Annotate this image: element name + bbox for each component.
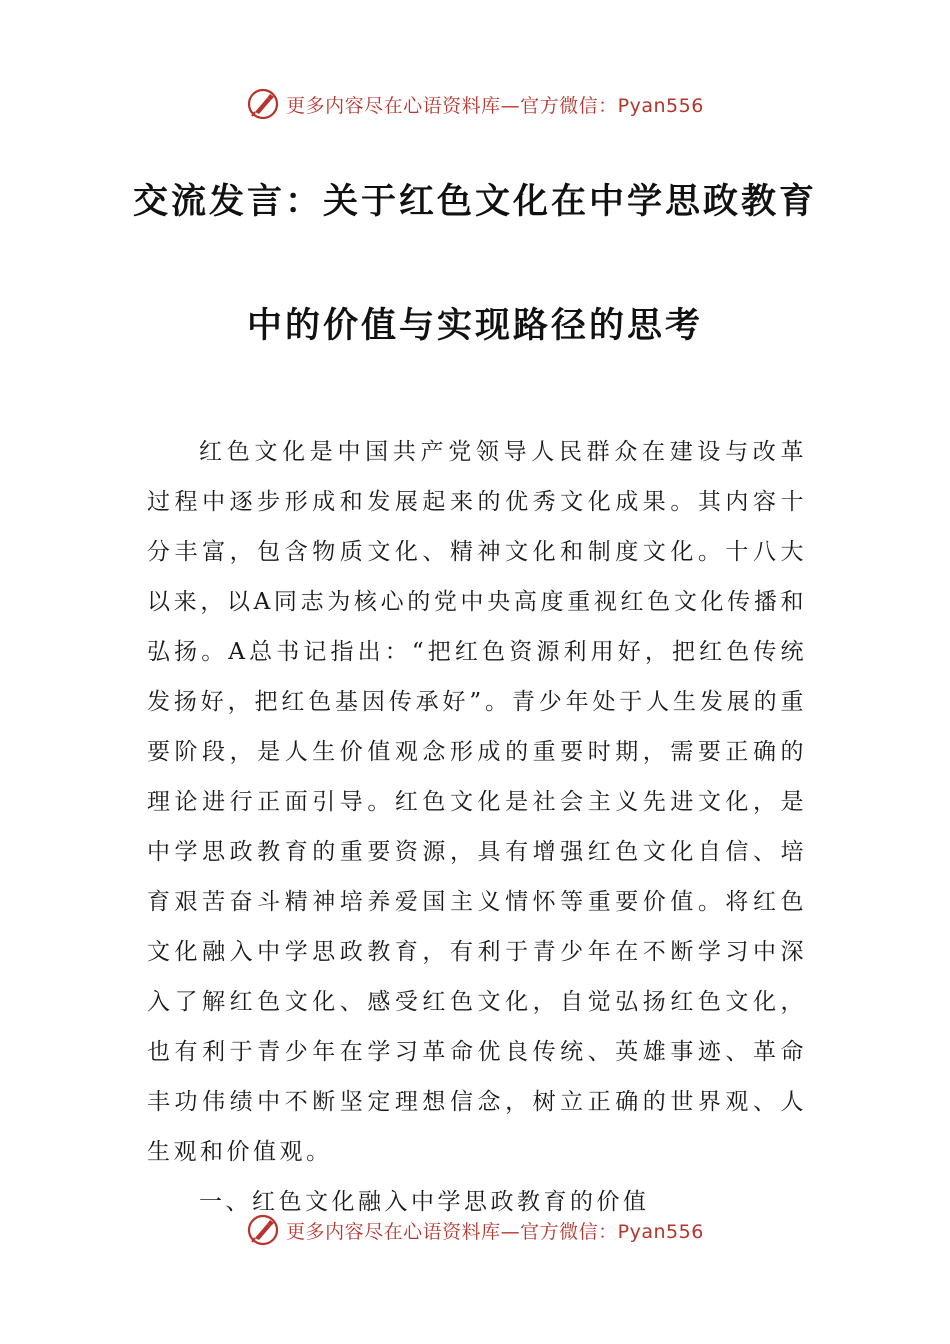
- body-paragraph: 红色文化是中国共产党领导人民群众在建设与改革过程中逐步形成和发展起来的优秀文化成果。其内容十分丰富，包含物质文化、精神文化和制度文化。十八大以来，以A同志为核心的党中央高度重视红色文化传播和弘扬。A总书记指出：“把红色资源利用好，把红色传统发扬好，把红色基因传承好”。青少年处于人生发展的重要阶段，是人生价值观念形成的重要时期，需要正确的理论进行正面引导。红色文化是社会主义先进文化，是中学思政教育的重要资源，具有增强红色文化自信、培育艰苦奋斗精神培养爱国主义情怀等重要价值。将红色文化融入中学思政教育，有利于青少年在不断学习中深入了解红色文化、感受红色文化，自觉弘扬红色文化，也有利于青少年在学习革命优良传统、英雄事迹、革命丰功伟绩中不断坚定理想信念，树立正确的世界观、人生观和价值观。: [147, 439, 807, 1165]
- header-watermark-banner: [0, 84, 950, 124]
- footer-watermark-text: 更多内容尽在心语资料库—官方微信：Pyan556: [286, 1220, 704, 1243]
- section-heading: 一、红色文化融入中学思政教育的价值: [199, 1189, 650, 1215]
- document-title-line-1: 交流发言：关于红色文化在中学思政教育: [132, 182, 817, 222]
- document-body: [147, 427, 807, 1227]
- document-title-line-2: 中的价值与实现路径的思考: [246, 306, 703, 346]
- pen-nib-logo-icon: [246, 1213, 280, 1247]
- header-watermark-text: 更多内容尽在心语资料库—官方微信：Pyan556: [286, 94, 704, 117]
- footer-watermark-banner: [0, 1210, 950, 1250]
- pen-nib-logo-icon: [246, 87, 280, 121]
